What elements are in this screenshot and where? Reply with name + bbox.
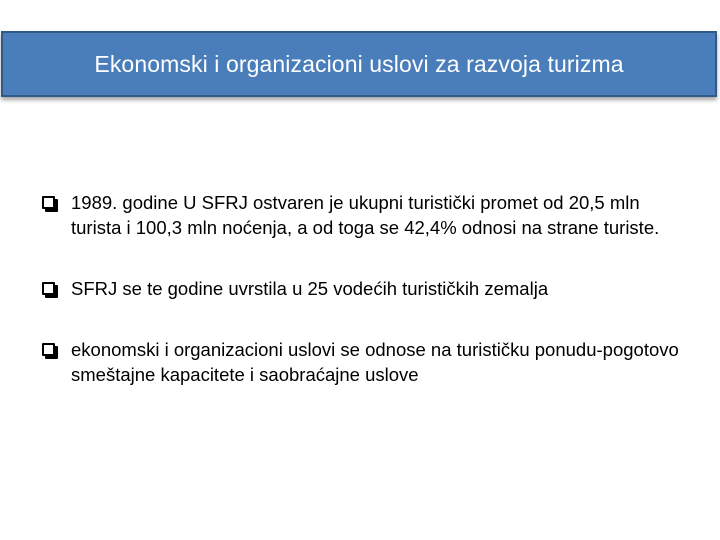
slide-title: Ekonomski i organizacioni uslovi za razvoja turizma: [94, 50, 624, 77]
checkbox-square-icon: [42, 196, 55, 209]
bullet-text: ekonomski i organizacioni uslovi se odnose na turističku ponudu-pogotovo smeštajne kapacitete i saobraćajne uslove: [71, 339, 679, 385]
bullet-text: SFRJ se te godine uvrstila u 25 vodećih turističkih zemalja: [71, 278, 549, 299]
checkbox-square-icon: [42, 282, 55, 295]
bullet-text: 1989. godine U SFRJ ostvaren je ukupni turistički promet od 20,5 mln turista i 100,3 mln noćenja, a od toga se 42,4% odnosi na strane turiste.: [71, 192, 660, 238]
bullet-list: [42, 190, 682, 387]
bullet-item: [42, 337, 682, 387]
bullet-item: [42, 190, 682, 240]
checkbox-square-icon: [42, 343, 55, 356]
slide-title-banner: [1, 31, 717, 97]
bullet-item: [42, 276, 682, 301]
